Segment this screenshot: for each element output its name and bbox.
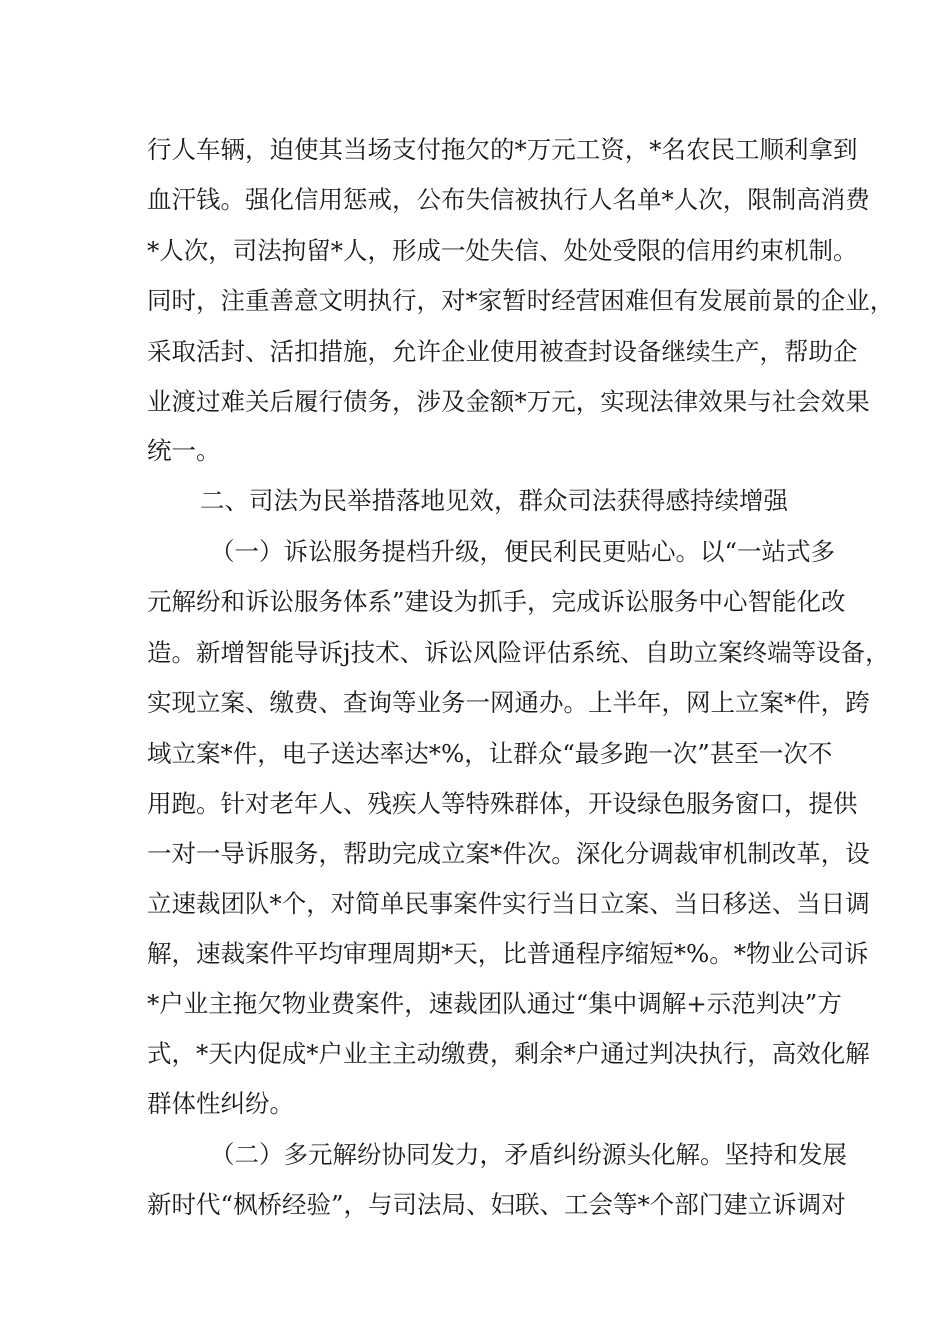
paragraph-1-line-6: 业渡过难关后履行债务，涉及金额*万元，实现法律效果与社会效果: [147, 387, 870, 416]
paragraph-2-line-7: 一对一导诉服务，帮助完成立案*件次。深化分调裁审机制改革，设: [147, 839, 870, 868]
paragraph-2-line-6: 用跑。针对老年人、残疾人等特殊群体，开设绿色服务窗口，提供: [147, 789, 858, 818]
paragraph-3-line-1: （二）多元解纷协同发力，矛盾纠纷源头化解。坚持和发展: [210, 1140, 847, 1169]
paragraph-1-line-4: 同时，注重善意文明执行，对*家暂时经营困难但有发展前景的企业，: [147, 286, 895, 315]
paragraph-1-line-5: 采取活封、活扣措施，允许企业使用被查封设备继续生产，帮助企: [147, 337, 858, 366]
paragraph-1-line-3: *人次，司法拘留*人，形成一处失信、处处受限的信用约束机制。: [147, 236, 858, 265]
paragraph-2-line-8: 立速裁团队*个，对简单民事案件实行当日立案、当日移送、当日调: [147, 889, 870, 918]
paragraph-2-line-5: 域立案*件，电子送达率达*%，让群众“最多跑一次”甚至一次不: [147, 739, 833, 768]
paragraph-2-line-2: 元解纷和诉讼服务体系”建设为抓手，完成诉讼服务中心智能化改: [147, 587, 846, 616]
paragraph-3-line-2: 新时代“枫桥经验”，与司法局、妇联、工会等*个部门建立诉调对: [147, 1190, 846, 1219]
paragraph-1-line-2: 血汗钱。强化信用惩戒，公布失信被执行人名单*人次，限制高消费: [147, 185, 870, 214]
paragraph-2-line-3: 造。新增智能导诉j技术、诉讼风险评估系统、自助立案终端等设备，: [147, 638, 890, 667]
paragraph-2-line-4: 实现立案、缴费、查询等业务一网通办。上半年，网上立案*件，跨: [147, 688, 870, 717]
paragraph-2-line-11: 式，*天内促成*户业主主动缴费，剩余*户通过判决执行，高效化解: [147, 1039, 870, 1068]
paragraph-2-line-10: *户业主拖欠物业费案件，速裁团队通过“集中调解+示范判决”方: [147, 989, 842, 1018]
section-heading: 二、司法为民举措落地见效，群众司法获得感持续增强: [200, 486, 788, 515]
paragraph-2-line-1: （一）诉讼服务提档升级，便民利民更贴心。以“一站式多: [210, 537, 836, 566]
paragraph-2-line-12: 群体性纠纷。: [147, 1089, 294, 1118]
paragraph-1-line-7: 统一。: [147, 436, 221, 465]
paragraph-2-line-9: 解，速裁案件平均审理周期*天，比普通程序缩短*%。*物业公司诉: [147, 939, 869, 968]
paragraph-1-line-1: 行人车辆，迫使其当场支付拖欠的*万元工资，*名农民工顺利拿到: [147, 135, 858, 164]
